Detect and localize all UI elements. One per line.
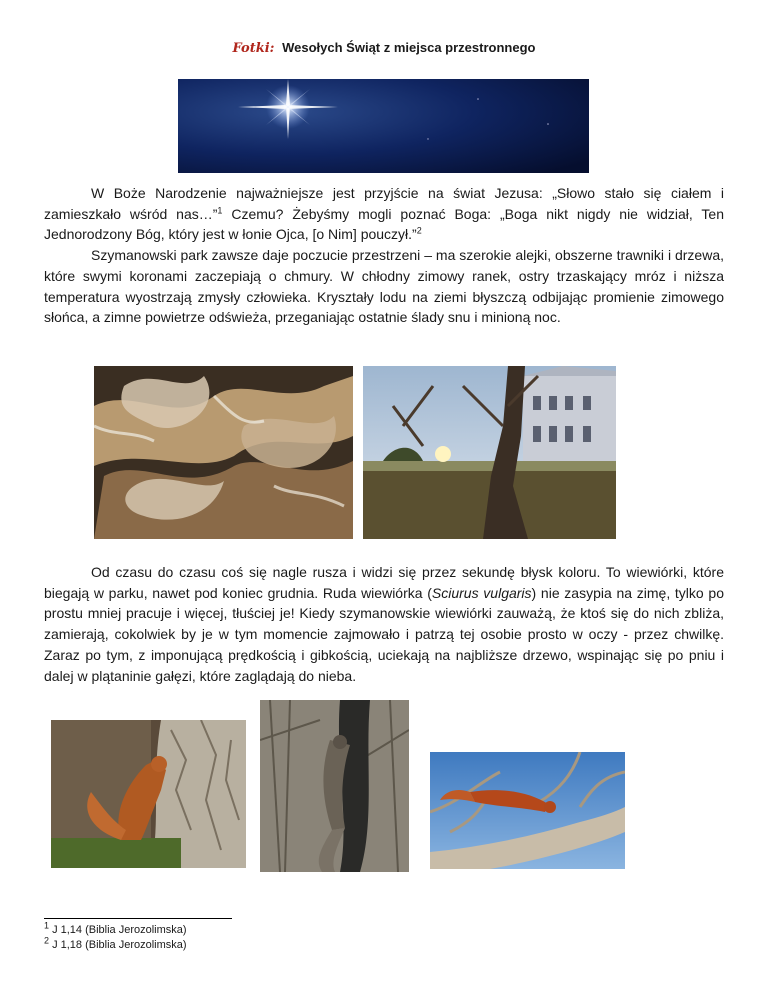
squirrel-leaping-photo [430,752,625,869]
footnote-2-num: 2 [44,935,50,946]
paragraph-park: Szymanowski park zawsze daje poczucie przestrzeni – ma szerokie alejki, obszerne trawniki i drzewa, które swymi koronami zaczepiają o chmury. W chłodny zimowy ranek, ostry trzaskający mróz i niższa temperatura wyostrzają zmysły człowieka. Kryształy lodu na ziemi błyszczą odbijając promienie zimowego słońca, a zimne powietrze odświeża, przeganiając ostatnie ślady snu i minioną noc. [44,247,724,326]
footnotes [44,920,187,953]
latin-name: Sciurus vulgaris [431,584,532,601]
paragraph-squirrels [44,562,724,686]
footnote-1-text: J 1,14 (Biblia Jerozolimska) [52,924,187,936]
frost-leaves-photo [94,366,353,539]
title-text: Wesołych Świąt z miejsca przestronnego [282,40,536,55]
paragraph-3-part-b: ) nie zasypia na zimę, tylko po prostu mniej pracuje i więcej, tłuściej je! Kiedy szymanowskie wiewiórki zauważą, że ktoś się do nich zbliża, zamierają, cokolwiek by je w tym momencie zajmowało i patrzą tej osobie prosto w oczy - przez chwilkę. Zaraz po tym, z imponującą prędkością i gibkością, uciekają na najbliższe drzewo, wspinając się po pniu i dalej w plątaninie gałęzi, które zaglądają do nieba. [44,584,724,684]
page-title [0,40,768,56]
footnote-separator [44,918,232,919]
paragraph-1-part-b: Czemu? Żebyśmy mogli poznać Boga: „Boga nikt nigdy nie widział, Ten Jednorodzony Bóg, który jest w łonie Ojca, [o Nim] pouczył.” [44,205,724,243]
footnote-2 [44,935,187,953]
footnote-ref-2[interactable]: 2 [416,225,422,236]
park-tree-photo [363,366,616,539]
paragraph-3-part-a: Od czasu do czasu coś się nagle rusza i widzi się przez sekundę błysk koloru. To wiewiórki, które biegają w parku, nawet pod koniec grudnia. Ruda wiewiórka ( [44,564,724,601]
squirrel-trunk-photo [51,720,246,868]
footnote-2-text: J 1,18 (Biblia Jerozolimska) [52,939,187,951]
title-label: Fotki: [232,41,275,56]
intro-text [44,183,724,328]
paragraph-christmas [44,183,724,245]
squirrel-climbing-photo [260,700,409,872]
star-photo [178,79,589,173]
paragraph-1-part-a: W Boże Narodzenie najważniejsze jest przyjście na świat Jezusa: „Słowo stało się ciałem i zamieszkało wśród nas…” [44,185,724,222]
footnote-ref-1[interactable]: 1 [217,205,223,216]
footnote-1-num: 1 [44,920,50,931]
footnote-1 [44,920,187,938]
squirrel-text [44,562,724,686]
